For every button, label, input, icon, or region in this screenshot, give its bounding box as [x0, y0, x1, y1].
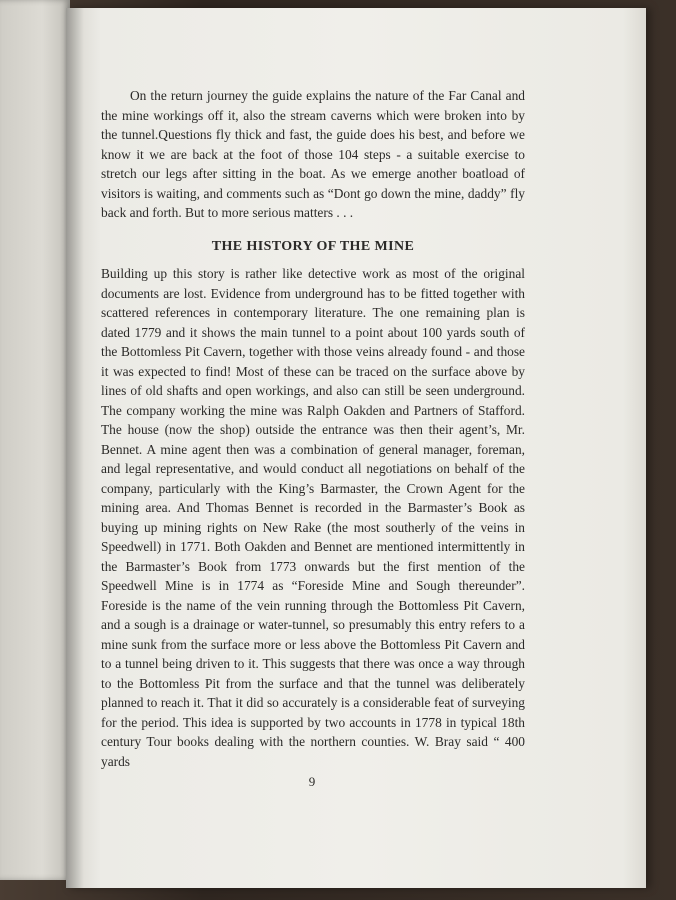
- spine-shadow: [66, 8, 84, 888]
- page-number: 9: [308, 774, 316, 789]
- paragraph-return-journey: On the return journey the guide explains the nature of the Far Canal and the mine workings off it, also the stream caverns which were broken into by the tunnel.Questions fly thick and fast, the guide does his best, and before we know it we are back at the foot of those 104 steps - a suitable exercise to stretch our legs after sitting in the boat. As we emerge another boatload of visitors is waiting, and comments such as “Dont go down the mine, daddy” fly back and forth. But to more serious matters . . .: [101, 88, 525, 220]
- facing-page-edge: [0, 0, 70, 880]
- section-heading: THE HISTORY OF THE MINE: [211, 238, 415, 254]
- page-text: [101, 86, 525, 771]
- paragraph-history: Building up this story is rather like detective work as most of the original documents are lost. Evidence from underground has to be fitted together with scattered references in contemporary literature. The one remaining plan is dated 1779 and it shows the main tunnel to a point about 100 yards south of the Bottomless Pit Cavern, together with those veins already found - and those it was expected to find! Most of these can be traced on the surface above by lines of old shafts and open workings, and also can still be seen underground. The company working the mine was Ralph Oakden and Partners of Stafford. The house (now the shop) outside the entrance was then their agent’s, Mr. Bennet. A mine agent then was a combination of general manager, foreman, and legal representative, and would conduct all negotiations on behalf of the company, particularly with the King’s Barmaster, the Crown Agent for the mining area. And Thomas Bennet is recorded in the Barmaster’s Book as buying up mining rights on New Rake (the most southerly of the veins in Speedwell) in 1771. Both Oakden and Bennet are mentioned intermittently in the Barmaster’s Book from 1773 onwards but the first mention of the Speedwell Mine is in 1774 as “Foreside Mine and Sough thereunder”. Foreside is the name of the vein running through the Bottomless Pit Cavern, and a sough is a drainage or water-tunnel, so presumably this entry refers to a mine sunk from the surface more or less above the Bottomless Pit Cavern and to a tunnel being driven to it. This suggests that there was once a way through to the Bottomless Pit from the surface and that the tunnel was deliberately planned to reach it. That it did so accurately is a considerable feat of surveying for the period. This idea is supported by two accounts in 1778 in typical 18th century Tour books dealing with the northern counties. W. Bray said “ 400 yards: [101, 266, 525, 769]
